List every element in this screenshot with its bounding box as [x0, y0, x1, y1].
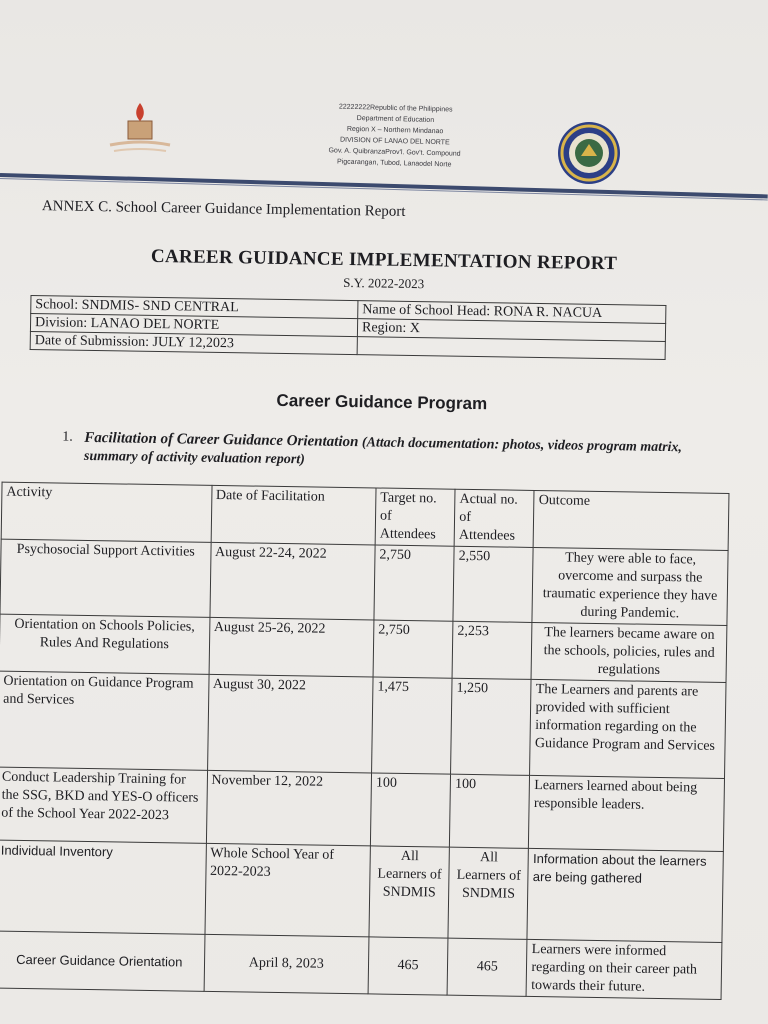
letterhead-line: Department of Education: [356, 114, 435, 125]
table-row: [0, 840, 723, 942]
school-info-table: [30, 295, 667, 360]
cell-outcome: The learners became aware on the schools, policies, rules and regulations: [531, 622, 726, 682]
empty-cell: [357, 337, 665, 360]
report-title: CAREER GUIDANCE IMPLEMENTATION REPORT: [150, 245, 618, 275]
cell-actual: 2,550: [453, 546, 533, 622]
cell-outcome: Information about the learners are being gathered: [527, 848, 723, 942]
cell-outcome: They were able to face, overcome and surpass the traumatic experience they have during Pandemic.: [532, 547, 728, 625]
cell-actual: 100: [450, 774, 530, 848]
table-row: [0, 671, 726, 778]
cell-target: All Learners of SNDMIS: [369, 846, 450, 938]
item-text: [84, 429, 703, 476]
cell-target: 465: [368, 937, 448, 995]
cell-activity: Orientation on Schools Policies, Rules And Regulations: [0, 614, 210, 674]
cell-activity: Orientation on Guidance Program and Services: [0, 671, 209, 770]
cell-outcome: The Learners and parents are provided with sufficient information regarding on the Guidance Program and Services: [530, 679, 726, 778]
cell-outcome: Learners learned about being responsible leaders.: [529, 775, 725, 851]
section-title: Career Guidance Program: [276, 390, 488, 414]
header-activity: Activity: [1, 482, 211, 542]
cell-activity: Conduct Leadership Training for the SSG, BKD and YES-O officers of the School Year 2022-2023: [0, 767, 207, 843]
header-date: Date of Facilitation: [211, 485, 376, 545]
cell-actual: 2,253: [452, 621, 532, 679]
activity-table: [0, 482, 729, 1000]
cell-target: 2,750: [374, 545, 454, 621]
cell-actual: 1,250: [451, 678, 532, 775]
cell-date: Whole School Year of 2022-2023: [205, 843, 371, 937]
cell-target: 2,750: [373, 620, 453, 678]
cell-activity: Individual Inventory: [0, 840, 206, 934]
letterhead-line: Gov. A. QuibranzaProv'l. Gov't. Compound: [328, 147, 461, 158]
cell-date: August 22-24, 2022: [210, 542, 376, 620]
cell-date: April 8, 2023: [204, 934, 369, 994]
school-year: S.Y. 2022-2023: [343, 274, 425, 292]
cell-target: 1,475: [372, 677, 453, 774]
cell-target: 100: [370, 773, 450, 847]
cell-activity: Psychosocial Support Activities: [0, 539, 211, 617]
header-actual: Actual no. of Attendees: [454, 489, 534, 547]
cell-outcome: Learners were informed regarding on their career path towards their future.: [526, 939, 721, 999]
school-cell: School: SNDMIS- SND CENTRAL: [31, 296, 358, 319]
table-row: [0, 931, 722, 999]
region-cell: Region: X: [357, 319, 665, 342]
table-row: [0, 767, 724, 851]
letterhead-line: 22222222Republic of the Philippines: [338, 103, 453, 114]
submission-date-cell: Date of Submission: JULY 12,2023: [30, 332, 357, 355]
item-label: Facilitation of Career Guidance Orientation: [84, 429, 359, 451]
cell-date: August 30, 2022: [207, 674, 373, 773]
letterhead-line: Pigcarangan, Tubod, Lanaodel Norte: [336, 158, 452, 169]
letterhead-line: Region X – Northern Mindanao: [346, 125, 444, 136]
school-head-cell: Name of School Head: RONA R. NACUA: [358, 301, 666, 324]
cell-date: November 12, 2022: [206, 770, 372, 846]
letterhead-line: DIVISION OF LANAO DEL NORTE: [339, 136, 450, 147]
item-number: 1.: [62, 429, 73, 445]
cell-actual: All Learners of SNDMIS: [448, 847, 529, 939]
cell-activity: Career Guidance Orientation: [0, 931, 205, 991]
cell-actual: 465: [447, 938, 527, 996]
table-row: [0, 539, 728, 625]
annex-heading: ANNEX C. School Career Guidance Implementation Report: [41, 198, 406, 220]
item-note: (Attach documentation: photos, videos program matrix, summary of activity evaluation report): [83, 435, 683, 468]
header-outcome: Outcome: [534, 490, 729, 550]
item-facilitation: [62, 429, 703, 476]
header-target: Target no. of Attendees: [375, 488, 455, 546]
division-cell: Division: LANAO DEL NORTE: [30, 314, 357, 337]
cell-date: August 25-26, 2022: [209, 617, 374, 677]
